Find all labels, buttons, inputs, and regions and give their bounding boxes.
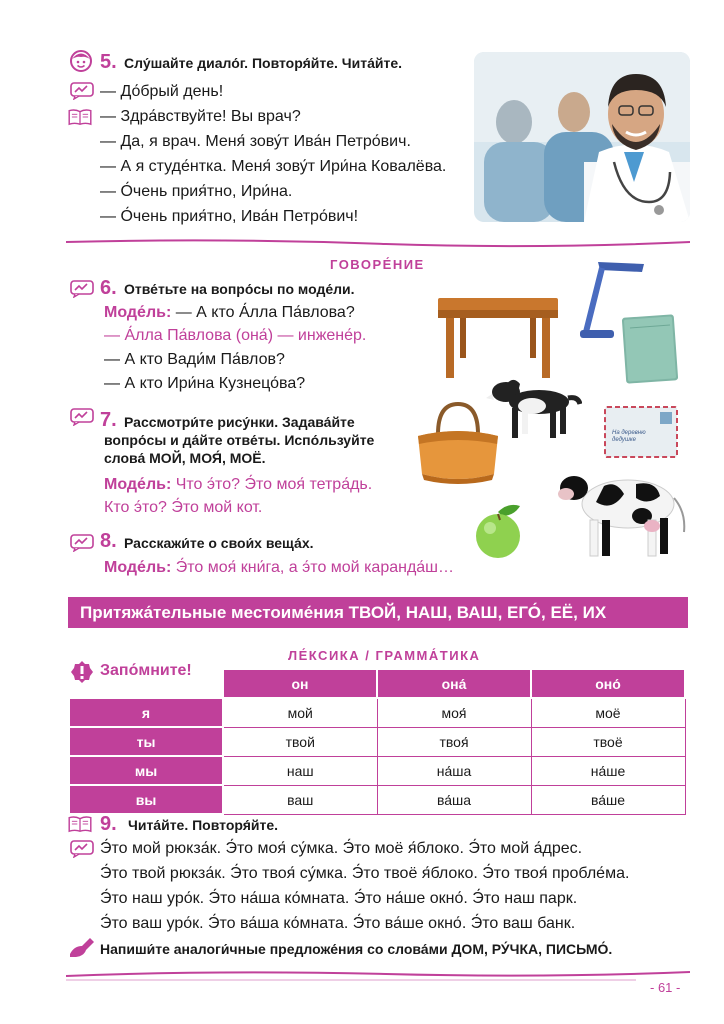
exercise-8-number: 8.	[100, 530, 117, 552]
exercise-7-number: 7.	[100, 409, 117, 431]
exercise-7-task-line-2: вопро́сы и да́йте отве́ты. Испо́льзуйте	[104, 432, 375, 448]
model-question: — А кто А́лла Па́влова?	[175, 304, 355, 321]
reading-line-3: Э́то наш уро́к. Э́то на́ша ко́мната. Э́то на́ше окно́. Э́то наш парк.	[100, 890, 578, 907]
speech-icon	[70, 840, 94, 858]
exercise-7-model	[104, 473, 372, 497]
page-number: - 61 -	[650, 980, 681, 995]
speech-icon	[70, 82, 94, 100]
reading-line-1: Э́то мой рюкза́к. Э́то моя́ су́мка. Э́то моё я́блоко. Э́то мой а́дрес.	[100, 840, 583, 857]
pronoun-table	[68, 668, 686, 815]
listen-face-icon	[70, 50, 92, 72]
model-text: Э́то моя́ кни́га, а э́то мой каранда́ш…	[175, 559, 455, 576]
section-grammar: ЛЕ́КСИКА / ГРАММА́ТИКА	[288, 648, 481, 663]
book-icon	[68, 815, 92, 833]
table-cell: мой	[223, 698, 377, 727]
speech-icon	[70, 280, 94, 298]
table-cell: на́ше	[531, 756, 685, 785]
row-label-vy: вы	[69, 785, 223, 814]
apple-image	[472, 500, 526, 560]
exercise-7-model-2: Кто э́то? Э́то мой кот.	[104, 499, 263, 516]
notebook-image	[620, 314, 678, 384]
bag-image	[412, 400, 504, 484]
cow-image	[556, 462, 690, 560]
table-cell: ва́ше	[531, 785, 685, 814]
speech-icon	[70, 534, 94, 552]
divider-wave	[66, 236, 690, 250]
remember-label: Запо́мните!	[100, 662, 192, 679]
writing-task: Напиши́те аналоги́чные предложе́ния со слова́ми ДОМ, РУ́ЧКА, ПИСЬМО́.	[100, 941, 613, 957]
dialog-line-6: — О́чень прия́тно, Ива́н Петро́вич!	[100, 208, 359, 225]
exercise-5-number: 5.	[100, 51, 117, 73]
doctor-photo	[474, 52, 690, 222]
row-label-ya: я	[69, 698, 223, 727]
reading-line-2: Э́то твой рюкза́к. Э́то твоя́ су́мка. Э́то твоё я́блоко. Э́то твоя́ пробле́ма.	[100, 865, 630, 882]
exercise-6-model-answer: — А́лла Па́влова (она́) — инжене́р.	[104, 327, 367, 344]
table-cell: моя́	[377, 698, 531, 727]
model-label: Моде́ль:	[104, 559, 172, 576]
exercise-6-task: Отве́тьте на вопро́сы по моде́ли.	[124, 281, 355, 297]
dialog-line-4: — А я студе́нтка. Меня́ зову́т Ири́на Ковалёва.	[100, 158, 447, 175]
book-icon	[68, 108, 92, 126]
exercise-6-question-1: — А кто Вади́м Па́влов?	[104, 351, 285, 368]
table-header-he: он	[223, 669, 377, 698]
dialog-line-5: — О́чень прия́тно, Ири́на.	[100, 183, 293, 200]
exercise-6-model	[104, 301, 355, 325]
table-row	[69, 756, 685, 785]
exercise-8-model	[104, 556, 454, 580]
reading-line-4: Э́то ваш уро́к. Э́то ва́ша ко́мната. Э́то ва́ше окно́. Э́то ваш банк.	[100, 915, 576, 932]
table-row	[69, 727, 685, 756]
envelope-address-text: На деревню дедушке	[612, 430, 646, 443]
speech-icon	[70, 408, 94, 426]
exercise-5-task: Слу́шайте диало́г. Повторя́йте. Чита́йте.	[124, 55, 402, 71]
exercise-9-task: Чита́йте. Повторя́йте.	[128, 817, 279, 833]
table-corner	[69, 669, 223, 698]
exercise-6-question-2: — А кто Ири́на Кузнецо́ва?	[104, 375, 306, 392]
row-label-ty: ты	[69, 727, 223, 756]
exercise-7-task-line-1: Рассмотри́те рису́нки. Задава́йте	[124, 414, 355, 430]
model-label: Моде́ль:	[104, 304, 172, 321]
model-label: Моде́ль:	[104, 476, 172, 493]
table-cell: твоё	[531, 727, 685, 756]
section-speaking: ГОВОРЕ́НИЕ	[330, 257, 425, 272]
table-furniture-image	[436, 296, 560, 380]
exercise-8-task: Расскажи́те о свои́х веща́х.	[124, 535, 314, 551]
exercise-9-number: 9.	[100, 813, 117, 835]
table-header-row	[69, 669, 685, 698]
table-cell: наш	[223, 756, 377, 785]
table-cell: моё	[531, 698, 685, 727]
table-cell: твой	[223, 727, 377, 756]
dialog-line-3: — Да, я врач. Меня́ зову́т Ива́н Петро́вич.	[100, 133, 411, 150]
dialog-line-1: — До́брый день!	[100, 83, 224, 100]
exercise-7-task-line-3: слова́ МОЙ, МОЯ́, МОЁ.	[104, 450, 266, 466]
table-cell: ва́ша	[377, 785, 531, 814]
table-row	[69, 785, 685, 814]
table-cell: ваш	[223, 785, 377, 814]
table-row	[69, 698, 685, 727]
table-header-it: оно́	[531, 669, 685, 698]
table-header-she: она́	[377, 669, 531, 698]
table-cell: на́ша	[377, 756, 531, 785]
model-text: Что э́то? Э́то моя́ тетра́дь.	[175, 476, 373, 493]
dialog-line-2: — Здра́вствуйте! Вы врач?	[100, 108, 301, 125]
table-cell: твоя́	[377, 727, 531, 756]
grammar-topic-banner: Притяжа́тельные местоиме́ния ТВОЙ, НАШ, ВАШ, ЕГО́, ЕЁ, ИХ	[68, 597, 688, 628]
writing-hand-icon	[68, 936, 96, 958]
exercise-6-number: 6.	[100, 277, 117, 299]
footer-wave	[66, 968, 690, 982]
row-label-my: мы	[69, 756, 223, 785]
